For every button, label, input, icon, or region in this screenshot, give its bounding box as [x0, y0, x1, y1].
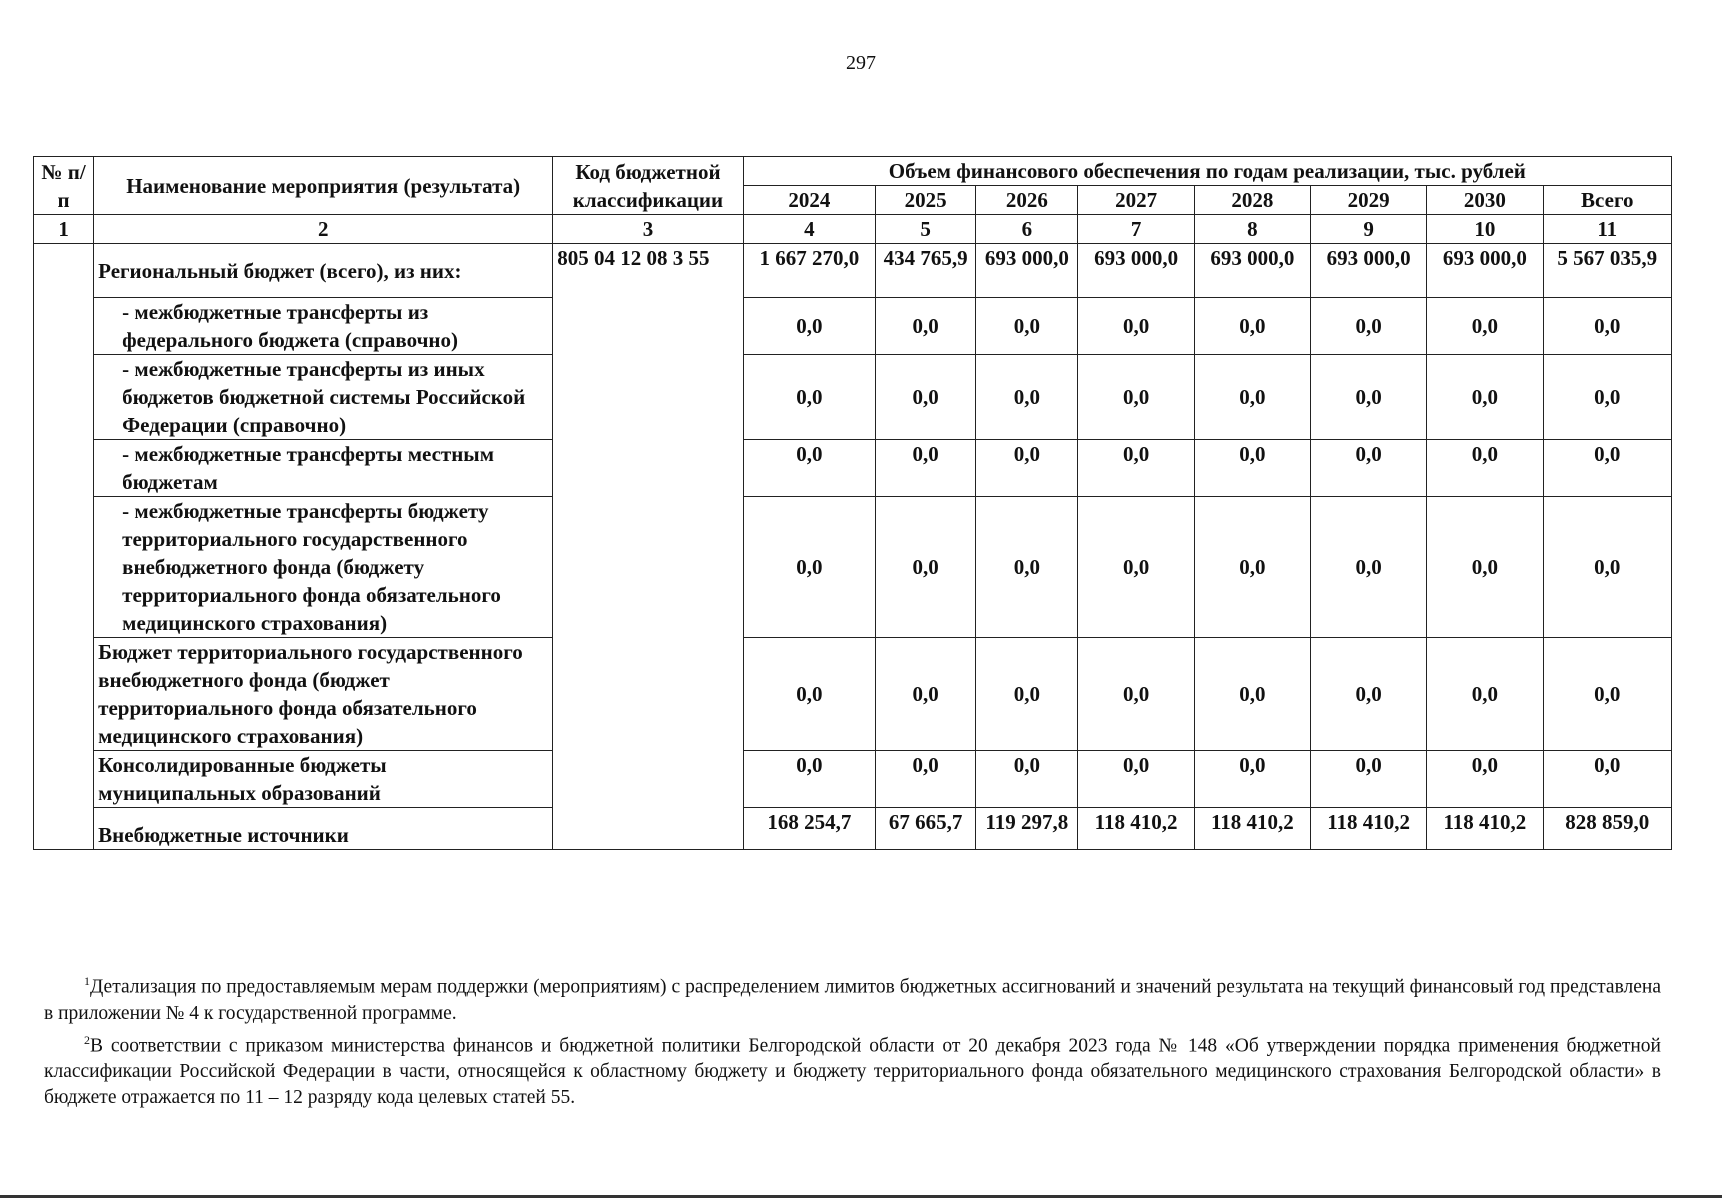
- value-cell: 0,0: [1194, 497, 1310, 638]
- value-cell: 693 000,0: [1078, 244, 1194, 298]
- value-cell: 118 410,2: [1194, 808, 1310, 850]
- value-cell: 0,0: [876, 298, 976, 355]
- value-cell: 0,0: [976, 440, 1078, 497]
- row-number-cell: [34, 244, 94, 850]
- value-cell: 0,0: [976, 497, 1078, 638]
- value-cell: 168 254,7: [743, 808, 875, 850]
- total-cell: 828 859,0: [1543, 808, 1671, 850]
- column-number: 2: [94, 215, 553, 244]
- value-cell: 0,0: [1078, 355, 1194, 440]
- table-row: [34, 440, 1672, 497]
- value-cell: 1 667 270,0: [743, 244, 875, 298]
- value-cell: 0,0: [1194, 298, 1310, 355]
- column-number: 1: [34, 215, 94, 244]
- footnote-text: В соответствии с приказом министерства финансов и бюджетной политики Белгородской области от 20 декабря 2023 года № 148 «Об утверждении порядка применения бюджетной классификации Российской Федерации в части, относящейся к областному бюджету и бюджету территориального фонда обязательного медицинского страхования Белгородской области» в бюджете отражается по 11 – 12 разряду кода целевых статей 55.: [44, 1035, 1661, 1108]
- value-cell: 0,0: [876, 497, 976, 638]
- column-number: 4: [743, 215, 875, 244]
- header-year: 2028: [1194, 186, 1310, 215]
- value-cell: 0,0: [1078, 638, 1194, 751]
- total-cell: 0,0: [1543, 497, 1671, 638]
- value-cell: 0,0: [1311, 751, 1427, 808]
- page-bottom-rule: [0, 1195, 1722, 1198]
- column-number: 11: [1543, 215, 1671, 244]
- value-cell: 0,0: [1078, 298, 1194, 355]
- table-row: [34, 808, 1672, 850]
- value-cell: 0,0: [876, 440, 976, 497]
- value-cell: 0,0: [1311, 440, 1427, 497]
- value-cell: 118 410,2: [1311, 808, 1427, 850]
- total-cell: 0,0: [1543, 298, 1671, 355]
- value-cell: 0,0: [976, 751, 1078, 808]
- value-cell: 67 665,7: [876, 808, 976, 850]
- header-row-1: [34, 157, 1672, 186]
- table-row: [34, 751, 1672, 808]
- row-name: - межбюджетные трансферты из иных бюджетов бюджетной системы Российской Федерации (справочно): [94, 355, 553, 440]
- value-cell: 0,0: [1311, 497, 1427, 638]
- table-row: [34, 298, 1672, 355]
- header-year: 2026: [976, 186, 1078, 215]
- header-name: Наименование мероприятия (результата): [94, 157, 553, 215]
- value-cell: 0,0: [1427, 298, 1543, 355]
- value-cell: 0,0: [1078, 497, 1194, 638]
- value-cell: 0,0: [1427, 751, 1543, 808]
- header-num: № п/п: [34, 157, 94, 215]
- value-cell: 0,0: [743, 440, 875, 497]
- footnotes: [44, 968, 1661, 1111]
- total-cell: 0,0: [1543, 355, 1671, 440]
- value-cell: 434 765,9: [876, 244, 976, 298]
- row-name: Внебюджетные источники: [94, 808, 553, 850]
- footnote: [44, 1027, 1661, 1112]
- value-cell: 0,0: [1078, 751, 1194, 808]
- column-number: 10: [1427, 215, 1543, 244]
- header-year: 2025: [876, 186, 976, 215]
- column-number-row: [34, 215, 1672, 244]
- header-year: 2024: [743, 186, 875, 215]
- row-name: - межбюджетные трансферты бюджету территориального государственного внебюджетного фонда (бюджету территориального фонда обязательного медицинского страхования): [94, 497, 553, 638]
- value-cell: 0,0: [976, 298, 1078, 355]
- value-cell: 118 410,2: [1078, 808, 1194, 850]
- header-year: 2030: [1427, 186, 1543, 215]
- row-name: - межбюджетные трансферты из федерального бюджета (справочно): [94, 298, 553, 355]
- value-cell: 0,0: [976, 355, 1078, 440]
- value-cell: 0,0: [743, 298, 875, 355]
- column-number: 6: [976, 215, 1078, 244]
- value-cell: 0,0: [1194, 440, 1310, 497]
- value-cell: 118 410,2: [1427, 808, 1543, 850]
- column-number: 8: [1194, 215, 1310, 244]
- value-cell: 0,0: [1427, 355, 1543, 440]
- header-code: Код бюджетной классификации: [553, 157, 743, 215]
- value-cell: 0,0: [743, 355, 875, 440]
- value-cell: 0,0: [876, 638, 976, 751]
- row-name: - межбюджетные трансферты местным бюджетам: [94, 440, 553, 497]
- value-cell: 0,0: [743, 638, 875, 751]
- table-row: [34, 638, 1672, 751]
- value-cell: 0,0: [1427, 440, 1543, 497]
- value-cell: 0,0: [876, 355, 976, 440]
- budget-code: 805 04 12 08 3 55: [553, 244, 743, 850]
- footnote: [44, 968, 1661, 1027]
- value-cell: 0,0: [976, 638, 1078, 751]
- value-cell: 0,0: [1427, 638, 1543, 751]
- value-cell: 693 000,0: [1194, 244, 1310, 298]
- total-cell: 0,0: [1543, 638, 1671, 751]
- value-cell: 0,0: [1194, 638, 1310, 751]
- row-name: Консолидированные бюджеты муниципальных образований: [94, 751, 553, 808]
- column-number: 5: [876, 215, 976, 244]
- table-row: [34, 355, 1672, 440]
- footnote-mark: 2: [84, 1032, 90, 1047]
- column-number: 7: [1078, 215, 1194, 244]
- value-cell: 0,0: [1194, 355, 1310, 440]
- value-cell: 0,0: [1311, 638, 1427, 751]
- row-name: Бюджет территориального государственного внебюджетного фонда (бюджет территориального фонда обязательного медицинского страхования): [94, 638, 553, 751]
- value-cell: 0,0: [743, 497, 875, 638]
- footnote-text: Детализация по предоставляемым мерам поддержки (мероприятиям) с распределением лимитов бюджетных ассигнований и значений результата на текущий финансовый год представлена в приложении № 4 к государственной программе.: [44, 976, 1661, 1024]
- row-name: Региональный бюджет (всего), из них:: [94, 244, 553, 298]
- value-cell: 119 297,8: [976, 808, 1078, 850]
- value-cell: 0,0: [1194, 751, 1310, 808]
- value-cell: 0,0: [1078, 440, 1194, 497]
- header-year: 2027: [1078, 186, 1194, 215]
- value-cell: 0,0: [1311, 298, 1427, 355]
- table-row: [34, 497, 1672, 638]
- value-cell: 0,0: [1427, 497, 1543, 638]
- budget-table: [33, 156, 1672, 850]
- value-cell: 693 000,0: [976, 244, 1078, 298]
- header-volume: Объем финансового обеспечения по годам реализации, тыс. рублей: [743, 157, 1671, 186]
- total-cell: 5 567 035,9: [1543, 244, 1671, 298]
- table-row: [34, 244, 1672, 298]
- column-number: 3: [553, 215, 743, 244]
- header-total: Всего: [1543, 186, 1671, 215]
- value-cell: 0,0: [743, 751, 875, 808]
- column-number: 9: [1311, 215, 1427, 244]
- total-cell: 0,0: [1543, 440, 1671, 497]
- header-year: 2029: [1311, 186, 1427, 215]
- value-cell: 0,0: [876, 751, 976, 808]
- value-cell: 0,0: [1311, 355, 1427, 440]
- value-cell: 693 000,0: [1311, 244, 1427, 298]
- footnote-mark: 1: [84, 974, 90, 988]
- total-cell: 0,0: [1543, 751, 1671, 808]
- page-number: 297: [846, 52, 876, 74]
- value-cell: 693 000,0: [1427, 244, 1543, 298]
